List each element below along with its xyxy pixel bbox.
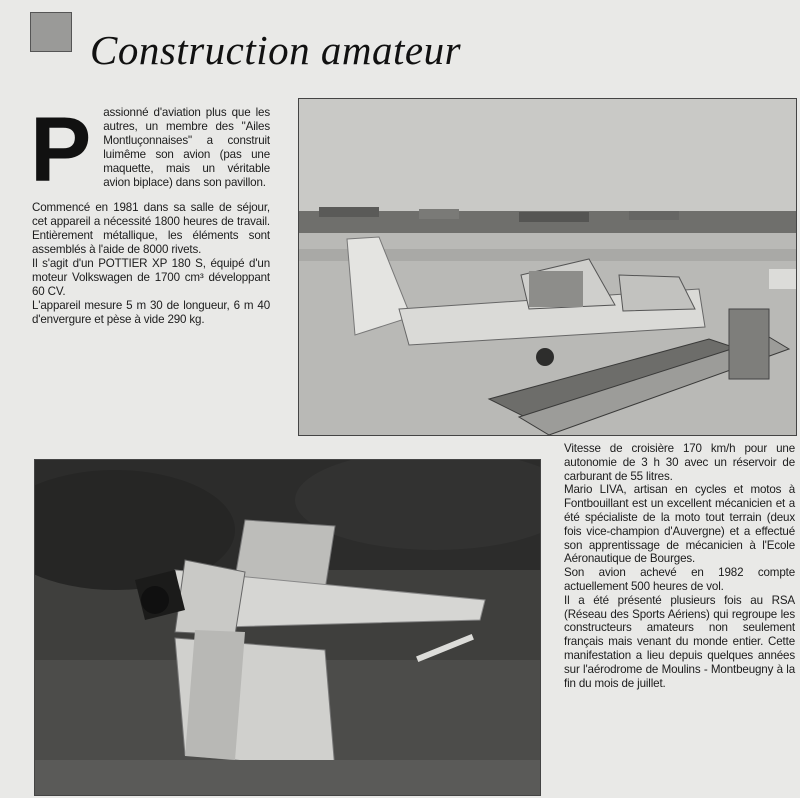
drop-cap: P bbox=[30, 99, 92, 201]
paragraph-rsa: Il a été présenté plusieurs fois au RSA (Réseau des Sports Aériens) qui regroupe les constructeurs amateurs non seulement français mais venant du monde entier. Cette manifestation a lieu depuis quelques années sur l'aérodrome de Moulins - Montbeugny à la fin du mois de juillet. bbox=[564, 593, 795, 690]
photo-plane-on-trailer bbox=[298, 98, 797, 436]
article-title: Construction amateur bbox=[90, 27, 462, 73]
left-text-column bbox=[30, 99, 270, 327]
intro-text: assionné d'aviation plus que les autres, un membre des "Ailes Montluçonnaises" a construit luimême son avion (pas une maquette, mais un véritable avion biplace) dans son pavillon. bbox=[103, 106, 270, 190]
plane-trailer-illustration bbox=[299, 99, 796, 435]
paragraph-flight-hours: Son avion achevé en 1982 compte actuellement 500 heures de vol. bbox=[564, 566, 795, 593]
intro-paragraph bbox=[30, 99, 270, 201]
paragraph-performance: Vitesse de croisière 170 km/h pour une autonomie de 3 h 30 avec un réservoir de carburant de 55 litres. bbox=[564, 442, 795, 483]
paragraph-builder: Mario LIVA, artisan en cycles et motos à Fontbouillant est un excellent mécanicien et a été spécialiste de la moto tout terrain (deux fois vice-champion d'Auvergne) et a effectué son apprentissage de mécanicien à l'Ecole Aéronautique de Bourges. bbox=[564, 483, 795, 566]
paragraph-model: Il s'agit d'un POTTIER XP 180 S, équipé d'un moteur Volkswagen de 1700 cm³ développant 60 CV. bbox=[32, 256, 270, 299]
paragraph-construction: Commencé en 1981 dans sa salle de séjour, cet appareil a nécessité 1800 heures de travail. Entièrement métallique, les éléments sont assemblés à l'aide de 8000 rivets. bbox=[32, 200, 270, 256]
section-marker-square bbox=[30, 12, 72, 52]
photo-plane-in-garden bbox=[34, 459, 541, 796]
paragraph-dimensions: L'appareil mesure 5 m 30 de longueur, 6 m 40 d'envergure et pèse à vide 290 kg. bbox=[32, 299, 270, 327]
right-text-column bbox=[564, 442, 795, 690]
plane-garden-illustration bbox=[35, 460, 540, 795]
